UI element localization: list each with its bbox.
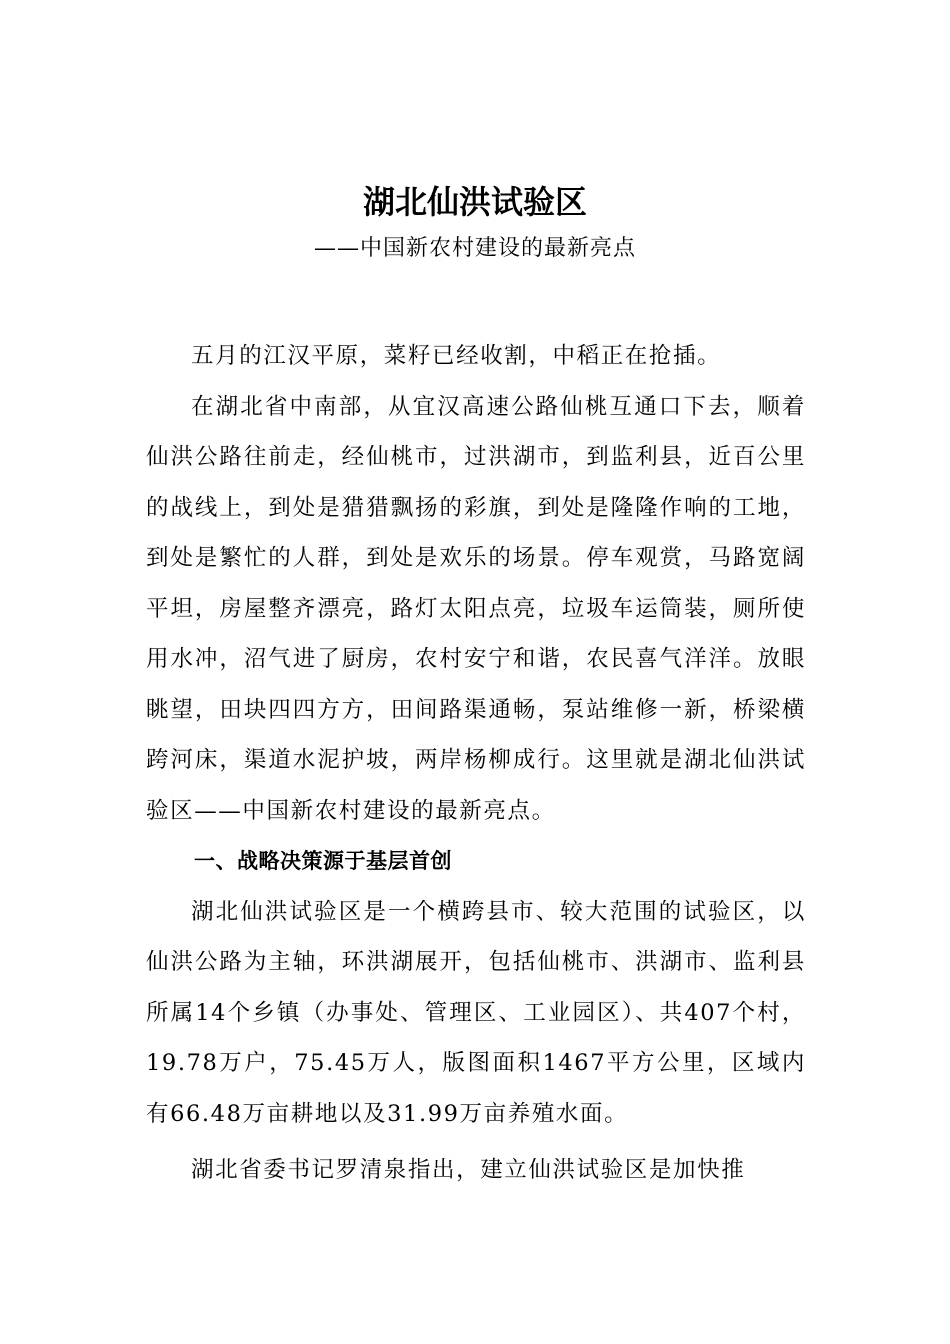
paragraph-region-overview: 湖北仙洪试验区是一个横跨县市、较大范围的试验区，以仙洪公路为主轴，环洪湖展开，包括仙桃市、洪湖市、监利县所属14个乡镇（办事处、管理区、工业园区）、共407个村，19.78万户，75.45万人，版图面积1467平方公里，区域内有66.48万亩耕地以及31.99万亩养殖水面。 — [146, 898, 806, 1127]
document-body — [146, 331, 806, 1196]
paragraph-secretary-remark: 湖北省委书记罗清泉指出，建立仙洪试验区是加快推 — [191, 1157, 746, 1183]
section-heading: 一、战略决策源于基层首创 — [194, 849, 452, 873]
paragraph-intro: 五月的江汉平原，菜籽已经收割，中稻正在抢插。 — [191, 343, 722, 369]
document-title: 湖北仙洪试验区 — [362, 183, 587, 221]
paragraph-scenery: 在湖北省中南部，从宜汉高速公路仙桃互通口下去，顺着仙洪公路往前走，经仙桃市，过洪湖市，到监利县，近百公里的战线上，到处是猎猎飘扬的彩旗，到处是隆隆作响的工地，到处是繁忙的人群，到处是欢乐的场景。停车观赏，马路宽阔平坦，房屋整齐漂亮，路灯太阳点亮，垃圾车运筒装，厕所使用水冲，沼气进了厨房，农村安宁和谐，农民喜气洋洋。放眼眺望，田块四四方方，田间路渠通畅，泵站维修一新，桥梁横跨河床，渠道水泥护坡，两岸杨柳成行。这里就是湖北仙洪试验区——中国新农村建设的最新亮点。 — [146, 393, 806, 824]
document-subtitle: ——中国新农村建设的最新亮点 — [313, 236, 636, 261]
